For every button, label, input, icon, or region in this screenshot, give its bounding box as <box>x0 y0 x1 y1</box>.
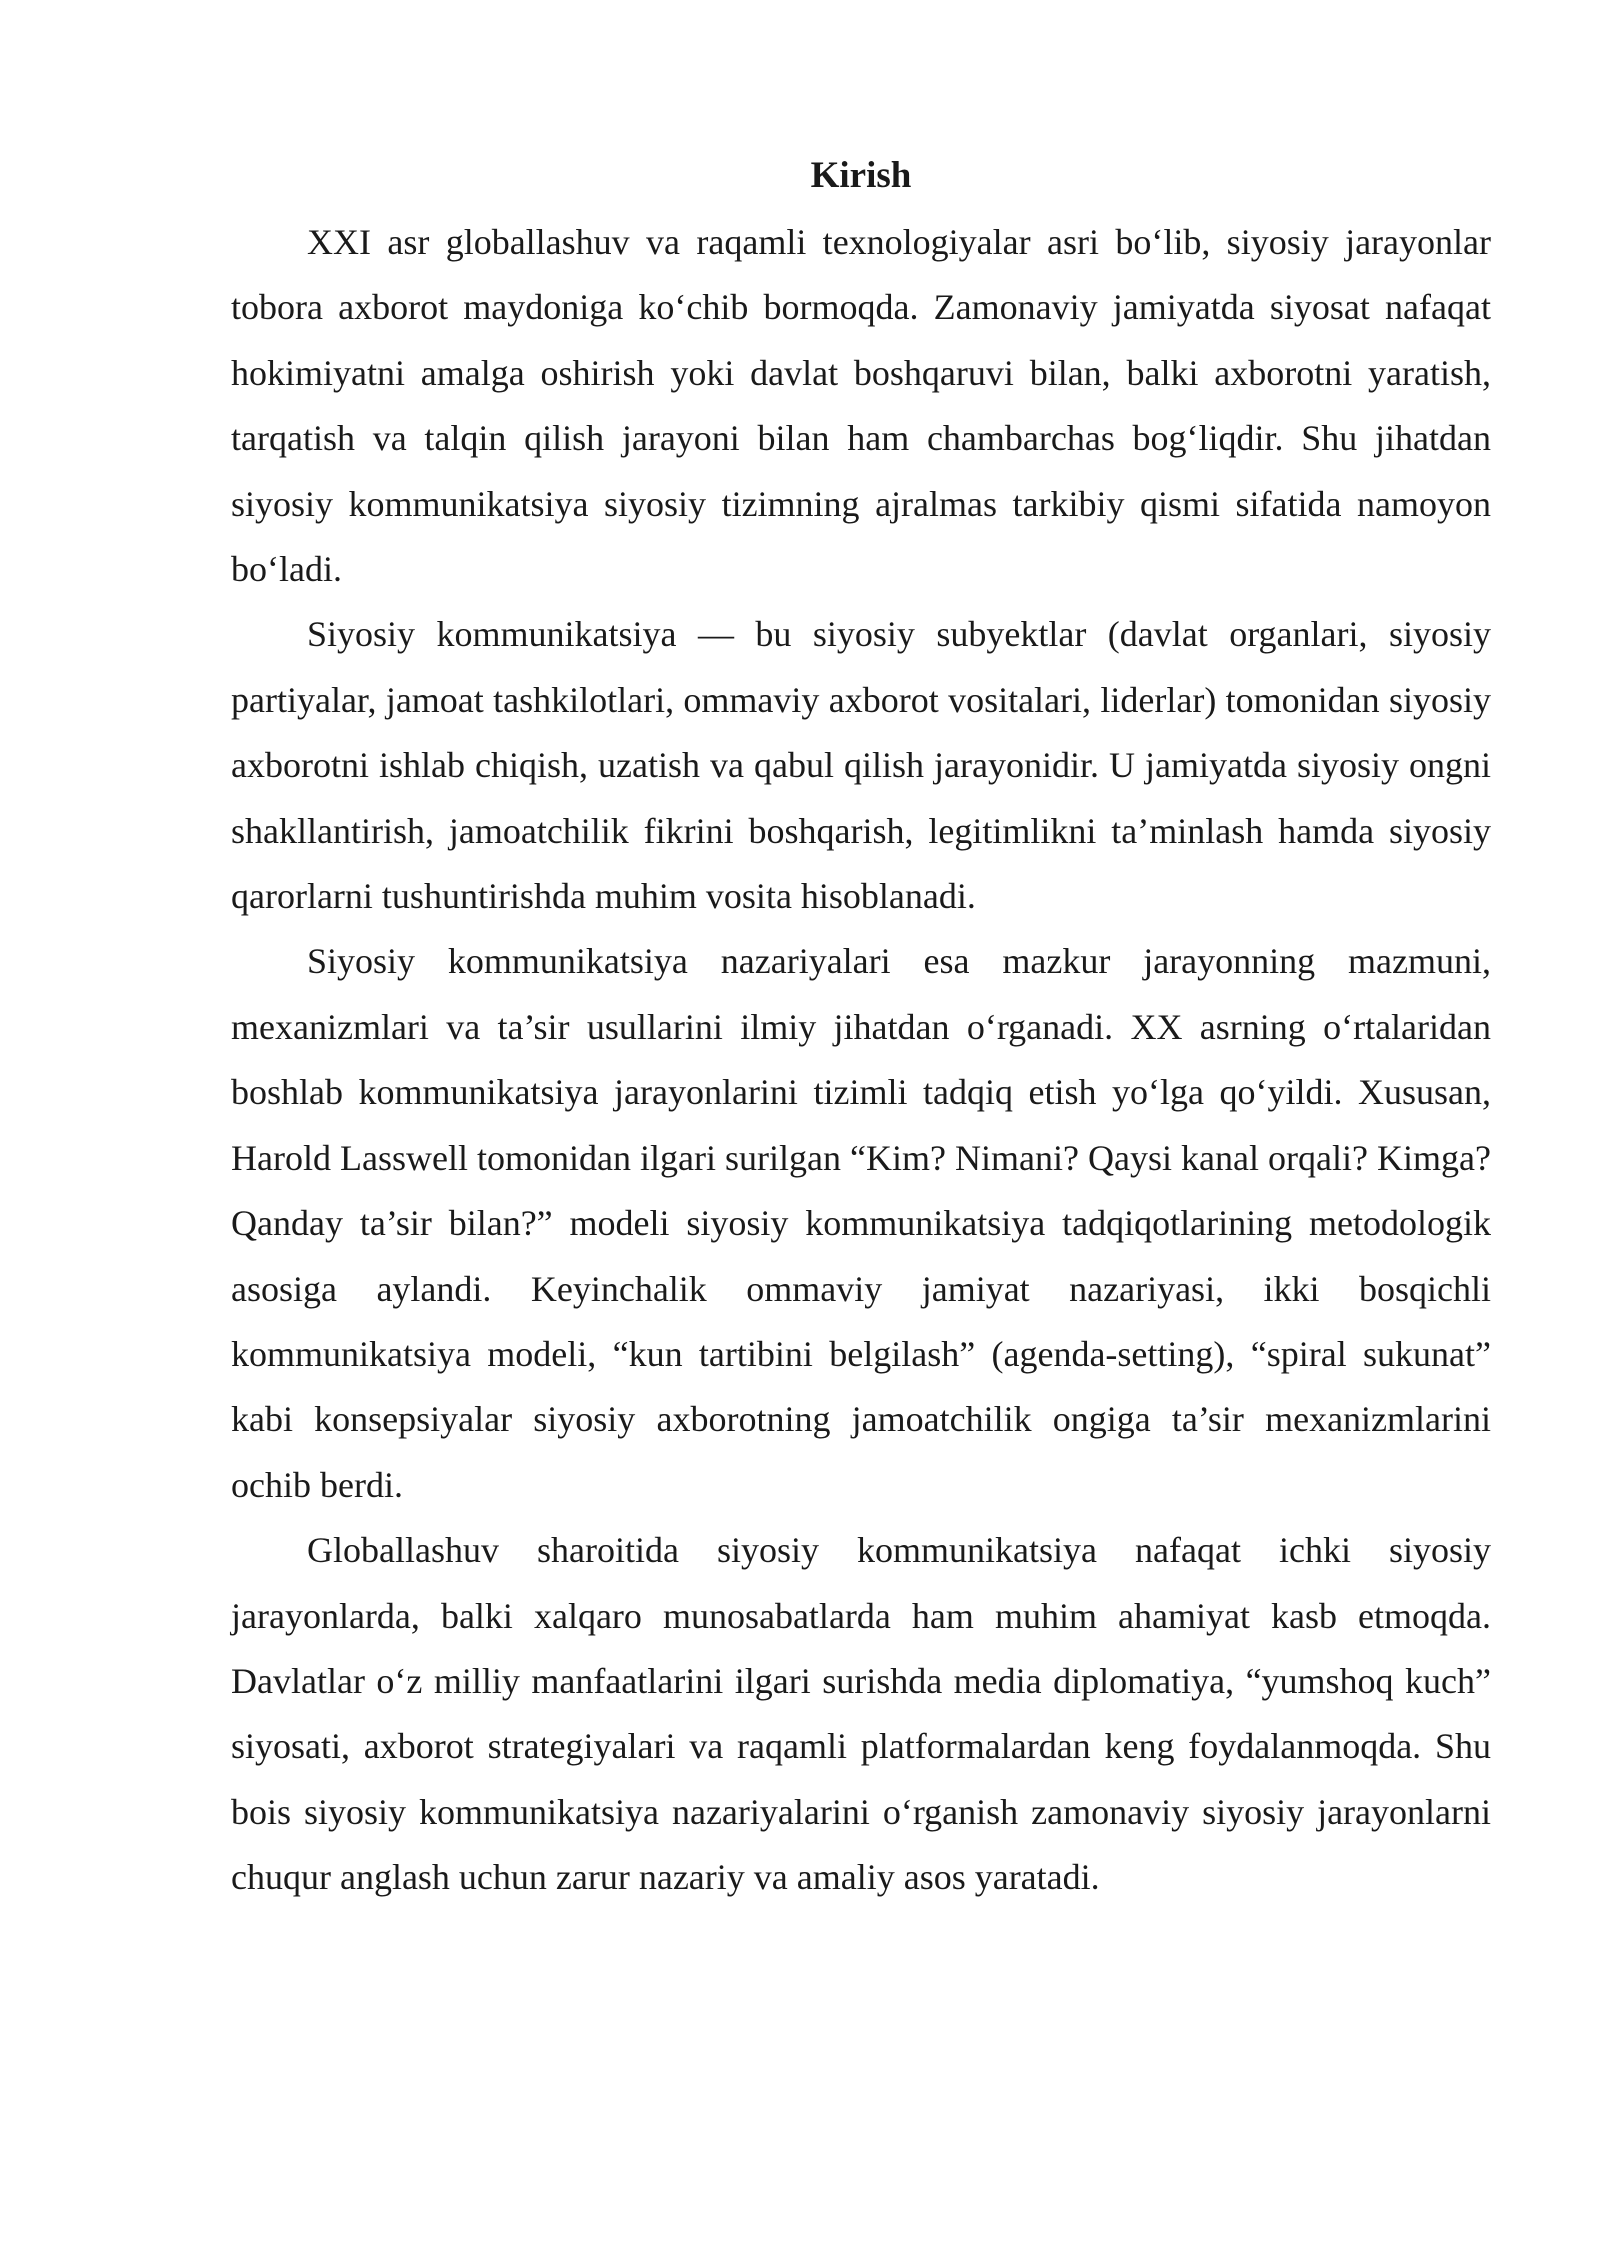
paragraph-2: Siyosiy kommunikatsiya — bu siyosiy subyektlar (davlat organlari, siyosiy partiyalar, jamoat tashkilotlari, ommaviy axborot vositalari, liderlar) tomonidan siyosiy axborotni ishlab chiqish, uzatish va qabul qilish jarayonidir. U jamiyatda siyosiy ongni shakllantirish, jamoatchilik fikrini boshqarish, legitimlikni ta’minlash hamda siyosiy qarorlarni tushuntirishda muhim vosita hisoblanadi. <box>231 614 1491 917</box>
paragraph-4: Globallashuv sharoitida siyosiy kommunikatsiya nafaqat ichki siyosiy jarayonlarda, balki xalqaro munosabatlarda ham muhim ahamiyat kasb etmoqda. Davlatlar o‘z milliy manfaatlarini ilgari surishda media diplomatiya, “yumshoq kuch” siyosati, axborot strategiyalari va raqamli platformalardan keng foydalanmoqda. Shu bois siyosiy kommunikatsiya nazariyalarini o‘rganish zamonaviy siyosiy jarayonlarni chuqur anglash uchun zarur nazariy va amaliy asos yaratadi. <box>231 1530 1491 1898</box>
paragraph-1: XXI asr globallashuv va raqamli texnologiyalar asri bo‘lib, siyosiy jarayonlar tobora axborot maydoniga ko‘chib bormoqda. Zamonaviy jamiyatda siyosat nafaqat hokimiyatni amalga oshirish yoki davlat boshqaruvi bilan, balki axborotni yaratish, tarqatish va talqin qilish jarayoni bilan ham chambarchas bog‘liqdir. Shu jihatdan siyosiy kommunikatsiya siyosiy tizimning ajralmas tarkibiy qismi sifatida namoyon bo‘ladi. <box>231 222 1491 590</box>
paragraph-3: Siyosiy kommunikatsiya nazariyalari esa mazkur jarayonning mazmuni, mexanizmlari va ta’sir usullarini ilmiy jihatdan o‘rganadi. XX asrning o‘rtalaridan boshlab kommunikatsiya jarayonlarini tizimli tadqiq etish yo‘lga qo‘yildi. Xususan, Harold Lasswell tomonidan ilgari surilgan “Kim? Nimani? Qaysi kanal orqali? Kimga? Qanday ta’sir bilan?” modeli siyosiy kommunikatsiya tadqiqotlarining metodologik asosiga aylandi. Keyinchalik ommaviy jamiyat nazariyasi, ikki bosqichli kommunikatsiya modeli, “kun tartibini belgilash” (agenda-setting), “spiral sukunat” kabi konsepsiyalar siyosiy axborotning jamoatchilik ongiga ta’sir mexanizmlarini ochib berdi. <box>231 941 1491 1505</box>
section-heading: Kirish <box>810 155 912 196</box>
document-body <box>231 148 1491 1911</box>
